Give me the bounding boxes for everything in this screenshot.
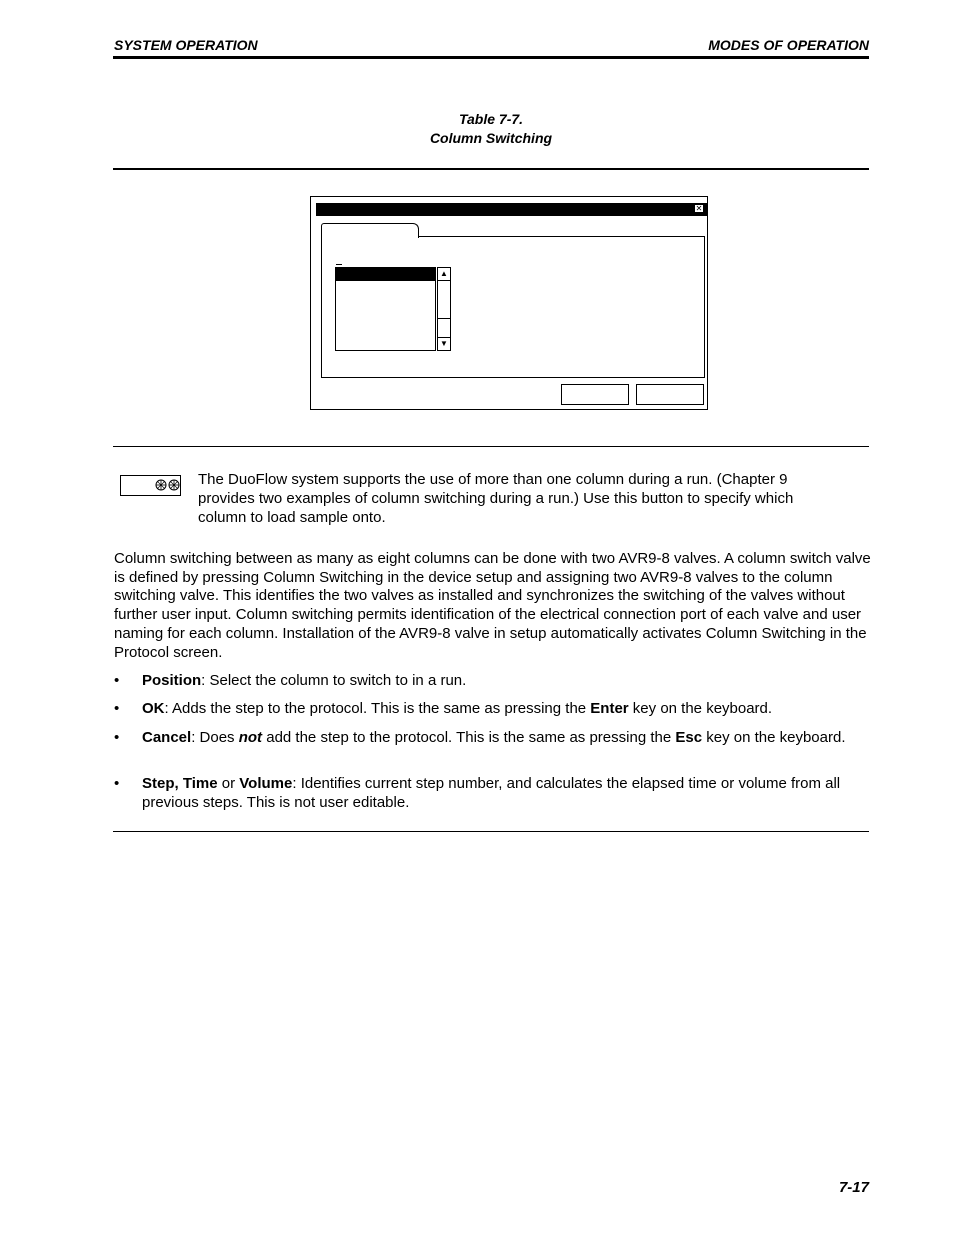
column-switching-icon <box>155 479 167 491</box>
dialog-title-bar <box>316 203 708 216</box>
term: OK <box>142 700 165 717</box>
table-bottom-rule <box>113 831 869 832</box>
definition: add the step to the protocol. This is the same as pressing the <box>262 729 676 746</box>
running-header-left: SYSTEM OPERATION <box>114 37 258 53</box>
ok-button[interactable] <box>561 384 629 405</box>
scroll-thumb[interactable] <box>438 282 450 319</box>
header-rule <box>113 56 869 59</box>
term: Volume <box>239 775 293 792</box>
table-number: Table 7-7. <box>458 111 524 127</box>
position-label-underscore <box>336 264 342 265</box>
scroll-down-icon[interactable]: ▼ <box>438 337 450 350</box>
cancel-button[interactable] <box>636 384 704 405</box>
definition: : Identifies current step number, and calculates the elapsed time or volume from all previous steps. This is not user editable. <box>142 775 841 811</box>
button-description: The DuoFlow system supports the use of more than one column during a run. (Chapter 9 provides two examples of column switching during a run.) Use this button to specify which column to load sample onto. <box>198 471 794 526</box>
definition: : Does <box>191 729 239 746</box>
page-number: 7-17 <box>838 1179 869 1196</box>
definition: key on the keyboard. <box>628 700 773 717</box>
definition: key on the keyboard. <box>702 729 846 746</box>
column-switching-button[interactable] <box>120 475 181 496</box>
bullet-marker: • <box>114 729 120 746</box>
bullet-marker: • <box>114 672 120 689</box>
position-scrollbar[interactable] <box>437 267 451 351</box>
scroll-up-icon[interactable]: ▲ <box>438 268 450 281</box>
bullet-marker: • <box>114 775 120 792</box>
close-icon[interactable]: ✕ <box>695 204 703 213</box>
definition: : Adds the step to the protocol. This is the same as pressing the <box>164 700 591 717</box>
position-listbox[interactable] <box>335 267 436 351</box>
running-header-right: MODES OF OPERATION <box>708 37 869 53</box>
emphasis: not <box>238 729 263 746</box>
conjunction: or <box>217 775 240 792</box>
term: Position <box>142 672 202 689</box>
body-paragraph: Column switching between as many as eight columns can be done with two AVR9-8 valves. A column switch valve is defined by pressing Column Switching in the device setup and assigning two AVR9-8 valves to the column switching valve. This identifies the two valves as installed and synchronizes the switching of the valves without further user input. Column switching permits identification of the electrical connection port of each valve and user naming for each column. Installation of the AVR9-8 valve in setup automatically activates Column Switching in the Protocol screen. <box>114 550 871 661</box>
column-switching-dialog <box>310 196 708 410</box>
position-list-selected-item[interactable] <box>336 268 435 281</box>
key-name: Esc <box>675 729 703 746</box>
table-title: Column Switching <box>429 130 553 146</box>
column-switching-icon <box>168 479 180 491</box>
definition: : Select the column to switch to in a run. <box>201 672 467 689</box>
table-top-rule <box>113 168 869 170</box>
key-name: Enter <box>590 700 629 717</box>
bullet-marker: • <box>114 700 120 717</box>
term: Cancel <box>142 729 192 746</box>
table-mid-rule <box>113 446 869 447</box>
term: Step, Time <box>142 775 218 792</box>
dialog-tab[interactable] <box>321 223 419 238</box>
